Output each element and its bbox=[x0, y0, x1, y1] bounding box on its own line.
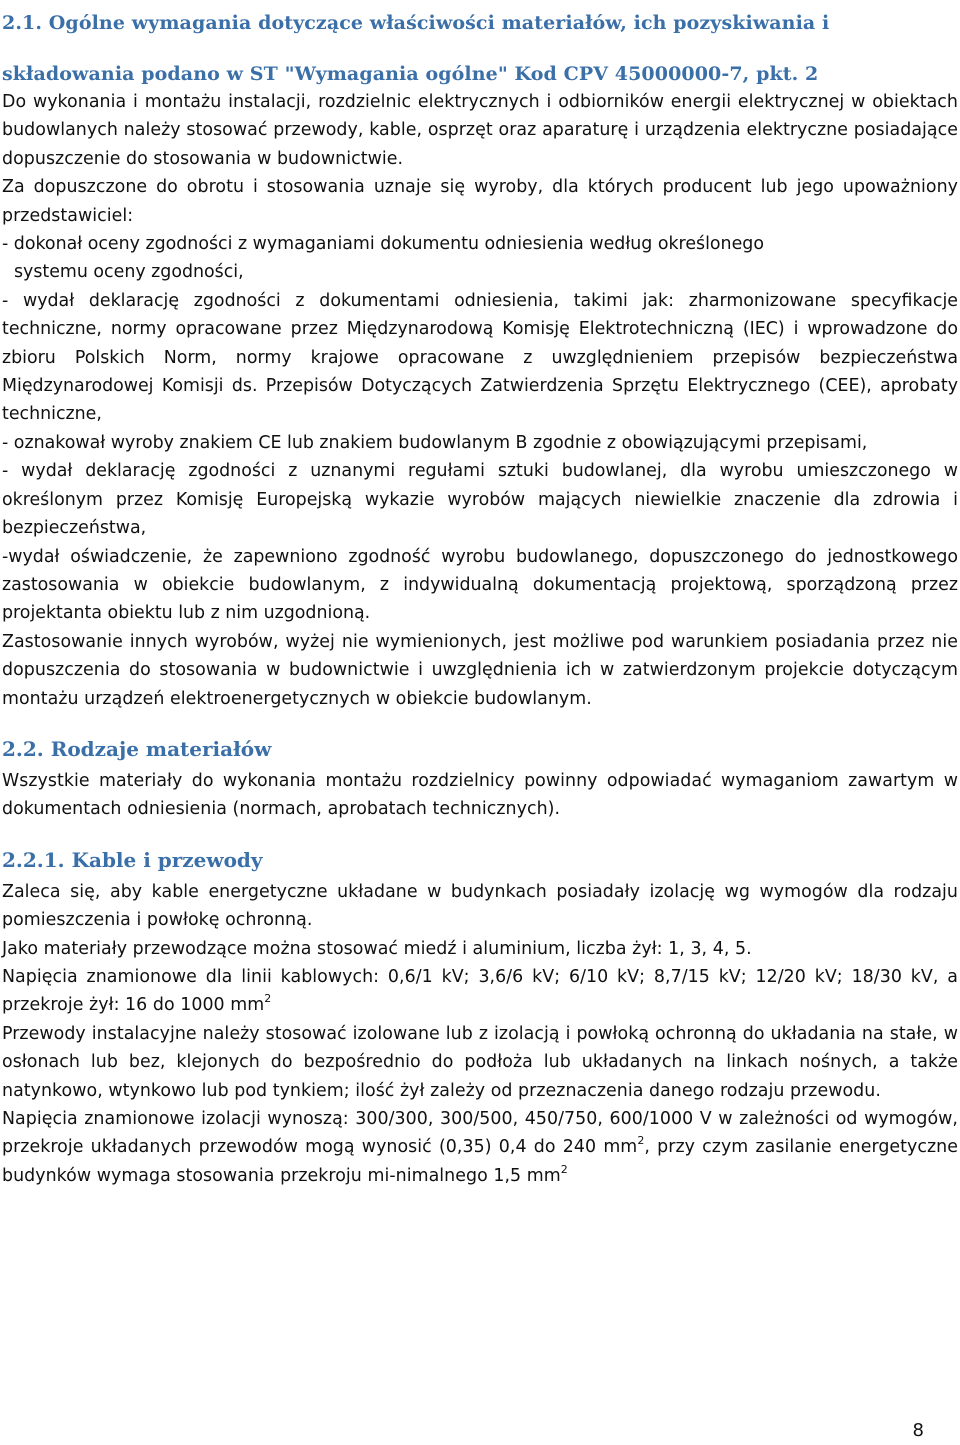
section-2-2-1-paragraph-3 bbox=[2, 963, 958, 1020]
paragraph-5-text-b: , przy czym zasilanie energetyczne budynków wymaga stosowania przekroju mi-nimalnego 1,5 mm bbox=[2, 1137, 958, 1186]
superscript: 2 bbox=[637, 1134, 645, 1148]
section-2-2-1-paragraph-4: Przewody instalacyjne należy stosować izolowane lub z izolacją i powłoką ochronną do układania na stałe, w osłonach lub bez, klejonych do bezpośrednio do podłoża lub układanych na linkach nośnych, a także natynkowo, wtynkowo lub pod tynkiem; ilość żył zależy od przeznaczenia danego rodzaju przewodu. bbox=[2, 1023, 958, 1101]
list-item-5: -wydał oświadczenie, że zapewniono zgodność wyrobu budowlanego, dopuszczonego do jednostkowego zastosowania w obiekcie budowlanym, z indywidualną dokumentacją projektową, sporządzoną przez projektanta obiektu lub z nim uzgodnioną. bbox=[2, 546, 958, 624]
paragraph-3-text: Napięcia znamionowe dla linii kablowych: 0,6/1 kV; 3,6/6 kV; 6/10 kV; 8,7/15 kV; 12/20 kV; 18/30 kV, a przekroje żył: 16 do 1000 mm bbox=[2, 966, 958, 1016]
section-2-1-heading-line1: 2.1. Ogólne wymagania dotyczące właściwości materiałów, ich pozyskiwania i bbox=[2, 12, 830, 34]
list-item-3: - oznakował wyroby znakiem CE lub znakiem budowlanym B zgodnie z obowiązującymi przepisami, bbox=[2, 432, 868, 453]
section-2-2-1-paragraph-2: Jako materiały przewodzące można stosować miedź i aluminium, liczba żył: 1, 3, 4, 5. bbox=[2, 938, 752, 959]
section-2-2-1-paragraph-5 bbox=[2, 1105, 958, 1190]
section-2-1-paragraph-1: Do wykonania i montażu instalacji, rozdzielnic elektrycznych i odbiorników energii elektrycznej w obiektach budowlanych należy stosować przewody, kable, osprzęt oraz aparaturę i urządzenia elektryczne posiadające dopuszczenie do stosowania w budownictwie. bbox=[2, 92, 958, 169]
section-2-2-1-heading: 2.2.1. Kable i przewody bbox=[2, 847, 263, 872]
list-item-1-line1: - dokonał oceny zgodności z wymaganiami dokumentu odniesienia według określonego bbox=[2, 234, 764, 255]
list-item-4: - wydał deklarację zgodności z uznanymi regułami sztuki budowlanej, dla wyrobu umieszczonego w określonym przez Komisję Europejską wykazie wyrobów mających niewielkie znaczenie dla zdrowia i bezpieczeństwa, bbox=[2, 461, 958, 539]
document-page bbox=[2, 0, 958, 1190]
paragraph-5-text-a: Napięcia znamionowe izolacji wynoszą: 300/300, 300/500, 450/750, 600/1000 V w zależności od wymogów, przekroje układanych przewodów mogą wynosić (0,35) 0,4 do 240 mm bbox=[2, 1109, 958, 1158]
section-2-1-paragraph-2: Za dopuszczone do obrotu i stosowania uznaje się wyroby, dla których producent lub jego upoważniony przedstawiciel: bbox=[2, 177, 958, 226]
list-item-1-line2: systemu oceny zgodności, bbox=[14, 262, 244, 283]
section-2-2-heading: 2.2. Rodzaje materiałów bbox=[2, 736, 272, 761]
section-2-1-paragraph-3: Zastosowanie innych wyrobów, wyżej nie wymienionych, jest możliwe pod warunkiem posiadania przez nie dopuszczenia do stosowania w budownictwie i uwzględnienia ich w zatwierdzonym projekcie dotyczącym montażu urządzeń elektroenergetycznych w obiekcie budowlanym. bbox=[2, 631, 958, 709]
section-2-2-paragraph-1: Wszystkie materiały do wykonania montażu rozdzielnicy powinny odpowiadać wymaganiom zawartym w dokumentach odniesienia (normach, aprobatach technicznych). bbox=[2, 770, 958, 820]
page-number: 8 bbox=[912, 1420, 924, 1441]
superscript: 2 bbox=[560, 1162, 568, 1176]
superscript: 2 bbox=[264, 992, 272, 1006]
section-2-1-heading bbox=[2, 0, 958, 102]
list-item-1 bbox=[2, 230, 958, 287]
section-2-1-heading-line2: składowania podano w ST "Wymagania ogólne" Kod CPV 45000000-7, pkt. 2 bbox=[2, 63, 819, 85]
section-2-2-1-paragraph-1: Zaleca się, aby kable energetyczne układane w budynkach posiadały izolację wg wymogów dla rodzaju pomieszczenia i powłokę ochronną. bbox=[2, 881, 958, 931]
list-item-2: - wydał deklarację zgodności z dokumentami odniesienia, takimi jak: zharmonizowane specyfikacje techniczne, normy opracowane przez Międzynarodową Komisję Elektrotechniczną (IEC) i wprowadzone do zbioru Polskich Norm, normy krajowe opracowane z uwzględnieniem przepisów bezpieczeństwa Międzynarodowej Komisji ds. Przepisów Dotyczących Zatwierdzenia Sprzętu Elektrycznego (CEE), aprobaty techniczne, bbox=[2, 290, 958, 425]
